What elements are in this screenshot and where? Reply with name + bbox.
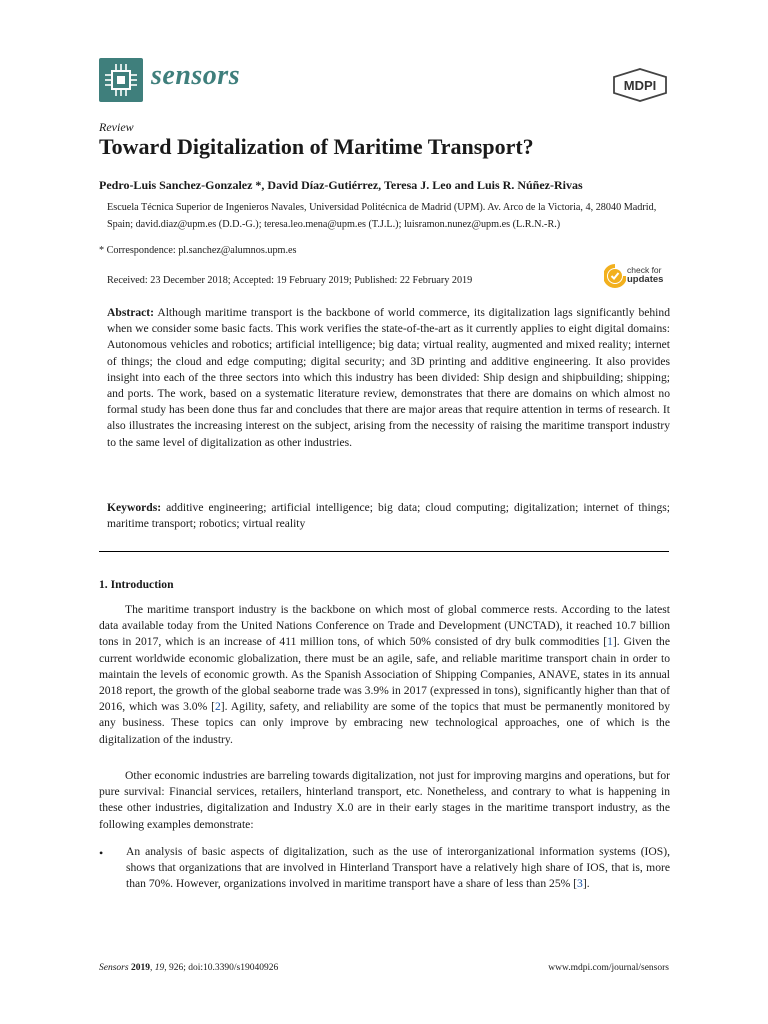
p1-text-a: The maritime transport industry is the backbone on which most of global commerce rests. According to the latest data available today from the United Nations Conference on Trade and Development (UNCTAD), it reached 10.7 billion tons in 2017, which is an increase of 411 million tons, of which 50% consisted of dry bulk commodities [ [99, 603, 670, 649]
affiliation: Escuela Técnica Superior de Ingenieros Navales, Universidad Politécnica de Madrid (UPM). Av. Arco de la Victoria, 4, 28040 Madrid, Spain; david.diaz@upm.es (D.D.-G.); teresa.leo.mena@upm.es (T.J.L.); luisramon.nunez@upm.es (L.R.N.-R.) [107, 202, 657, 230]
keywords-text: additive engineering; artificial intelligence; big data; cloud computing; digitalization; internet of things; maritime transport; robotics; virtual reality [107, 501, 670, 531]
abstract-label: Abstract: [107, 306, 155, 319]
publisher-name: MDPI [623, 78, 657, 93]
keywords [107, 500, 670, 532]
bullet-text-b: ]. [582, 877, 590, 891]
abstract-text: Although maritime transport is the backbone of world commerce, its digitalization lags significantly behind when we consider some basic facts. This work verifies the state-of-the-art as it currently applies to eight digital domains: Autonomous vehicles and robotics; artificial intelligence; big data; virtual reality, augmented and mixed reality; internet of things; the cloud and edge computing; digital security; and 3D printing and additive engineering. It also provides insight into each of the three sectors into which this industry has been divided: Ship design and shipbuilding; shipping; and ports. The work, based on a systematic literature review, demonstrates that there are domains on which almost no formal study has been done thus far and concludes that there are major areas that require attention in terms of research. It also illustrates the increasing interest on the subject, arising from the necessity of raising the maritime transport industry to the same level of digitalization as other industries. [107, 306, 670, 449]
citation-link-3[interactable]: 3 [577, 877, 583, 891]
keywords-label: Keywords: [107, 501, 162, 514]
publication-dates: Received: 23 December 2018; Accepted: 19 February 2019; Published: 22 February 2019 [107, 275, 473, 286]
check-updates-icon [604, 264, 626, 288]
footer-volume: 19 [154, 963, 165, 973]
intro-paragraph-2: Other economic industries are barreling towards digitalization, not just for improving margins and operations, but for pure survival: Financial services, retailers, hinterland transport, etc. Nonetheless, and contrary to what is happening in these other industries, digitalization and Industry X.0 are in their early stages in the maritime transport industry, as the following examples demonstrate: [99, 769, 670, 831]
footer-journal: Sensors [99, 963, 129, 973]
journal-name: sensors [151, 60, 241, 91]
abstract [107, 305, 670, 451]
bullet-item [126, 844, 670, 893]
bullet-text-a: An analysis of basic aspects of digitalization, such as the use of interorganizational information systems (IOS), shows that organizations that are involved in Hinterland Transport have a relatively high share of IOS, that is, more than 70%. However, organizations involved in maritime transport have a share of less than 25% [ [126, 845, 670, 891]
author-list: Pedro-Luis Sanchez-Gonzalez *, David Díaz-Gutiérrez, Teresa J. Leo and Luis R. Núñez-Rivas [99, 178, 583, 192]
footer-citation: Sensors 2019, 19, 926; doi:10.3390/s19040926 [99, 963, 279, 973]
footer-doi: , 926; doi:10.3390/s19040926 [164, 963, 279, 973]
correspondence: * Correspondence: pl.sanchez@alumnos.upm.es [99, 245, 297, 256]
mdpi-logo [612, 68, 668, 102]
check-for-updates-label[interactable] [627, 265, 663, 285]
divider [99, 551, 669, 552]
journal-logo-icon [99, 58, 143, 102]
citation-link-1[interactable]: 1 [607, 635, 613, 649]
p1-text-c: ]. Agility, safety, and reliability are some of the topics that must be permanently monitored by any business. These topics can only improve by embracing new technological approaches, one of which is the digitalization of the industry. [99, 700, 670, 746]
citation-link-2[interactable]: 2 [215, 700, 221, 714]
article-type: Review [99, 120, 134, 134]
check-updates-line2: updates [627, 274, 664, 285]
footer-year: 2019 [130, 963, 150, 973]
bullet-icon: • [99, 846, 104, 860]
section-heading: 1. Introduction [99, 578, 174, 591]
p1-text-b: ]. Given the current worldwide economic globalization, there must be an agile, safe, and reliable maritime transport chain in order to maintain the levels of economic growth. As the Spanish Association of Shipping Companies, ANAVE, states in its annual 2018 report, the growth of the global seaborne trade was 3.9% in 2017 (expressed in tons), significantly higher than that of 2016, which was 3.0% [ [99, 635, 670, 714]
article-title: Toward Digitalization of Maritime Transport? [99, 134, 534, 159]
check-updates-line1: check for [627, 265, 662, 275]
footer-url[interactable]: www.mdpi.com/journal/sensors [548, 963, 669, 973]
intro-paragraph-1 [99, 602, 670, 748]
